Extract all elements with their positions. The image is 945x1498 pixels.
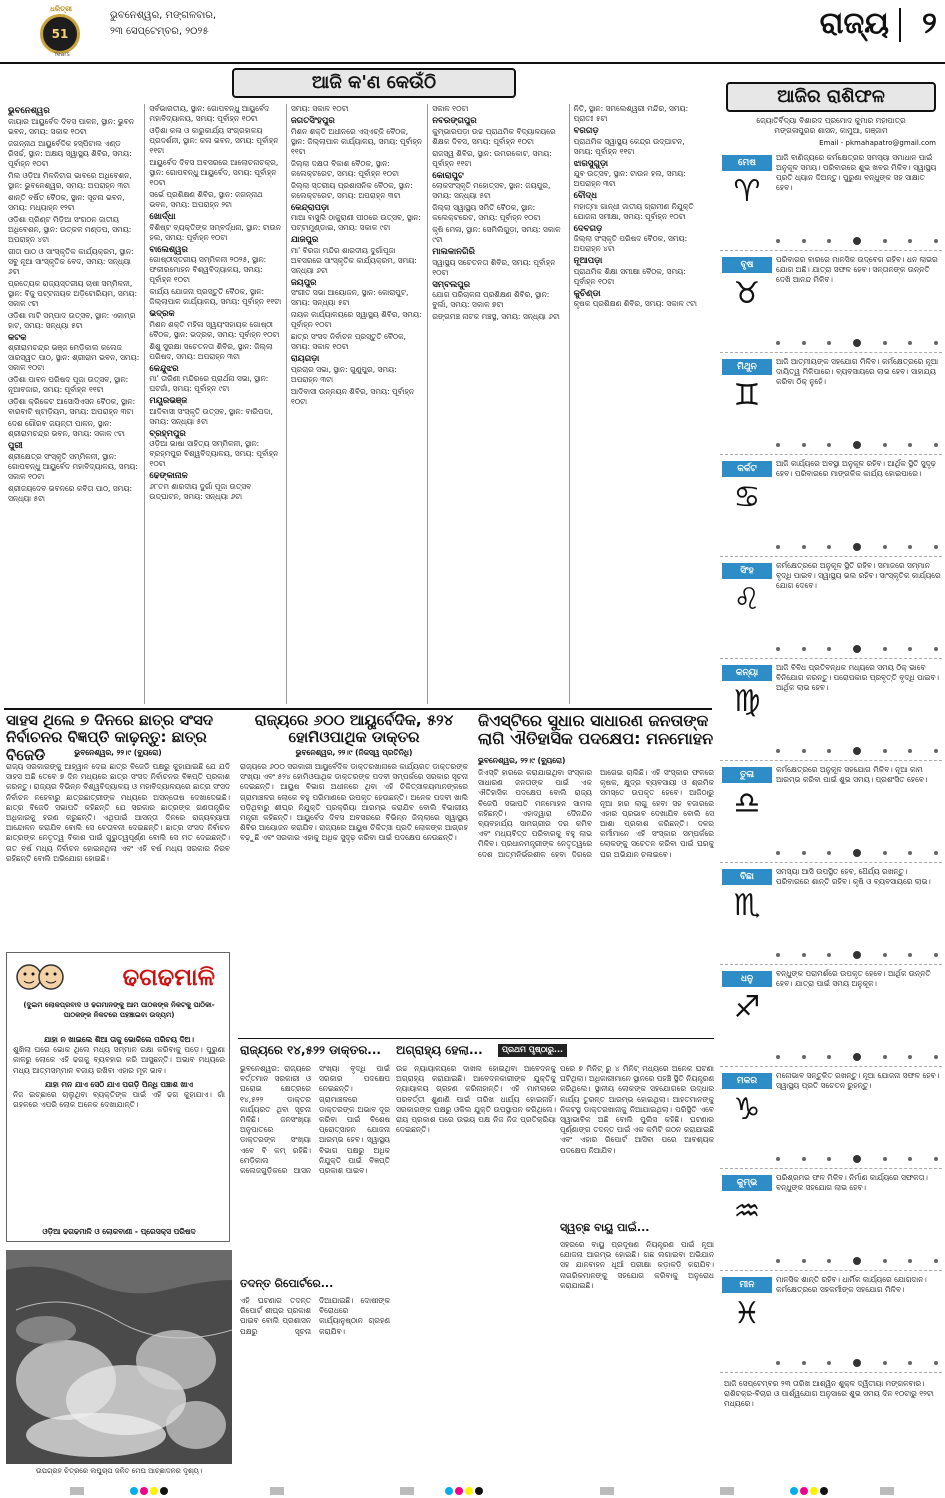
story-agrahya-subhead: ସ୍ୱଚ୍ଛ ବାୟୁ ପାଇଁ... bbox=[560, 1221, 650, 1234]
story-mid-body: ରାଜ୍ୟରେ ୬୦୦ ସରକାରୀ ଆୟୁର୍ବେଦିକ ଡାକ୍ତରଖାନାରେ କାର୍ଯ୍ୟରତ ଡାକ୍ତରଙ୍କ ସଂଖ୍ୟା ଏବଂ ୫୨୪ ହୋମିଓପାଥିକ ଡାକ୍ତରଙ୍କ ପଦବୀ ସମ୍ପର୍କରେ ସରକାର ସୂଚନା ଦେଇଛନ୍ତି। ଆୟୁଷ ବିଭାଗ ଅଧୀନରେ ଥିବା ଏହି ଚିକିତ୍ସାଳୟମାନଙ୍କରେ ଗ୍ରାମାଞ୍ଚଳର ଲୋକେ ବହୁ ପରିମାଣରେ ଉପକୃତ ହେଉଛନ୍ତି। ଅନେକ ପଦବୀ ଖାଲି ପଡ଼ିଥିବାରୁ ଶୀଘ୍ର ନିଯୁକ୍ତି ପ୍ରକ୍ରିୟା ଆରମ୍ଭ କରାଯିବ ବୋଲି ବିଭାଗୀୟ ମନ୍ତ୍ରୀ କହିଛନ୍ତି। ଆୟୁର୍ବେଦ ଦିବସ ଅବସରରେ ବିଭିନ୍ନ ଜିଲ୍ଲାରେ ସ୍ୱାସ୍ଥ୍ୟ ଶିବିର ଆୟୋଜନ କରାଯିବ। ରାଜ୍ୟରେ ଆୟୁଷ ଚିକିତ୍ସା ପ୍ରତି ଲୋକଙ୍କ ଆଗ୍ରହ ବଢ଼ୁଛି ଏବଂ ସରକାର ଏହାକୁ ଅଧିକ ସୁଦୃଢ଼ କରିବା ପାଇଁ ପଦକ୍ଷେପ ନେଉଛନ୍ତି। bbox=[240, 762, 468, 843]
listing-item: ରାଜସ୍ୱ ଶିବିର, ସ୍ଥାନ: ଉମରକୋଟ, ସମୟ: ପୂର୍ବାହ୍ନ ୧୧ଟା bbox=[432, 148, 552, 168]
listing-item: ଶିଶୁ ସୁରକ୍ଷା ସଚେତନତା ଶିବିର, ସ୍ଥାନ: ଜିଲ୍ଲା ପରିଷଦ, ସମୟ: ଅପରାହ୍ନ ୩ଟା bbox=[149, 341, 273, 361]
zodiac-separator bbox=[776, 1054, 938, 1060]
listings-column bbox=[287, 104, 428, 704]
listing-place-heading: କେନ୍ଦୁଝର bbox=[149, 363, 179, 374]
zodiac-symbol-icon: ♊ bbox=[733, 377, 761, 413]
registration-black-dot bbox=[475, 1487, 483, 1495]
story-gst-headline: ଜିଏସ୍‌ଟିରେ ସୁଧାର ସାଧାରଣ ଜନତାଙ୍କ ଲାଗି ଐତିହାସିକ ପଦକ୍ଷେପ: ମନମୋହନ bbox=[478, 711, 714, 749]
zodiac-sign-text: ମାନସିକ ଶାନ୍ତି ରହିବ। ଧାର୍ମିକ କାର୍ଯ୍ୟରେ ଯୋଗଦାନ। କର୍ମକ୍ଷେତ୍ରରେ ସହକର୍ମୀଙ୍କ ସହଯୋଗ ମିଳିବ। bbox=[776, 1274, 927, 1294]
listing-item: ଓଡ଼ିଶା କ୍ରିକେଟ ଆସୋସିଏସନ ବୈଠକ, ସ୍ଥାନ: ବାରବାଟି ଷ୍ଟାଡ଼ିୟମ, ସମୟ: ଅପରାହ୍ନ ୩ଟା bbox=[8, 397, 136, 416]
zodiac-sign-label: ବିଛା bbox=[722, 869, 772, 885]
zodiac-separator bbox=[776, 646, 938, 652]
zodiac-sign-label: ତୁଳା bbox=[722, 767, 772, 783]
listing-item: ମା' ତାରିଣୀ ମନ୍ଦିରରେ ପ୍ରାର୍ଥନା ସଭା, ସ୍ଥାନ: ଘଟଗାଁ, ସମୟ: ପୂର୍ବାହ୍ନ ୯ଟା bbox=[149, 374, 269, 393]
proverb-body bbox=[13, 1035, 225, 1110]
zodiac-symbol-icon: ♌ bbox=[733, 581, 761, 617]
story-doctors-subbody: ଏହି ଘଟଣାର ତଦନ୍ତ ରିପୋର୍ଟ ଶୀଘ୍ର ପ୍ରକାଶ ପାଇବ ବୋଲି ପ୍ରଶାସନ ପକ୍ଷରୁ ସୂଚନା ଦିଆଯାଇଛି। ଦୋଷୀଙ୍କ ବିରୋଧରେ କାର୍ଯ୍ୟାନୁଷ୍ଠାନ ଗ୍ରହଣ କରାଯିବ। bbox=[240, 1296, 390, 1336]
zodiac-separator bbox=[776, 340, 938, 346]
zodiac-sign-label: ବୃଷ bbox=[722, 257, 772, 273]
listing-place-heading: ସମ୍ବଲପୁର bbox=[432, 279, 471, 290]
listing-place-heading: କେନ୍ଦ୍ରାପଡ଼ା bbox=[290, 202, 330, 213]
zodiac-symbol-icon: ♏ bbox=[733, 887, 761, 923]
listing-item: ଜିଲ୍ଲା ସ୍ତରୀୟ ପ୍ରଶାସନିକ ବୈଠକ, ସ୍ଥାନ: କଲେକ୍ଟରେଟ, ସମୟ: ଅପରାହ୍ନ ୩ଟା bbox=[290, 180, 413, 200]
zodiac-sign-text: ପରିଶ୍ରମର ଫଳ ମିଳିବ। ନିର୍ମାଣ କାର୍ଯ୍ୟରେ ସଫଳତା। ବନ୍ଧୁଙ୍କ ସହଯୋଗ ଲାଭ ହେବ। bbox=[776, 1172, 928, 1192]
satellite-caption: ଉପଗ୍ରହ ଚିତ୍ରରେ ଲଘୁଚାପ ଜନିତ ମେଘ ଆଚ୍ଛାଦନର ଦୃଶ୍ୟ। bbox=[35, 1467, 203, 1475]
zodiac-separator bbox=[776, 442, 938, 448]
listings-column bbox=[4, 104, 145, 704]
listing-place-heading: ବ୍ରହ୍ମପୁର bbox=[149, 428, 186, 439]
listing-item: ଓଡ଼ିଶା କଳା ଓ କାରୁକାର୍ଯ୍ୟ ସଂଗ୍ରହାଳୟ ପ୍ରଦର୍ଶନୀ, ସ୍ଥାନ: କଳା ଭବନ, ସମୟ: ପୂର୍ବାହ୍ନ ୧୧ଟା bbox=[149, 126, 279, 155]
zodiac-sign-label: କର୍କଟ bbox=[722, 461, 772, 477]
zodiac-sign-entry bbox=[720, 353, 942, 455]
registration-grey-box bbox=[720, 1487, 734, 1495]
proverb-text-2: ନିଜ ଇଚ୍ଛାରେ ଚାଲୁଥିବା ବ୍ୟକ୍ତିଙ୍କ ପାଇଁ ଏହି ଢଗ କୁହାଯାଏ। ଗାଁ ଗହଳରେ ଏପରି ଲୋକ ଅନେକ ଦେଖାଯାନ୍ତି। bbox=[13, 1090, 225, 1110]
zodiac-sign-entry bbox=[720, 455, 942, 557]
registration-yellow-dot bbox=[150, 1487, 158, 1495]
listing-item: ଗୀତା ପାଠ ଓ ସାଂସ୍କୃତିକ କାର୍ଯ୍ୟକ୍ରମ, ସ୍ଥାନ: ସବୁ ନୂଆ ସାଂସ୍କୃତିକ ବେଦ, ସମୟ: ସନ୍ଧ୍ୟା ୬ଟା bbox=[8, 246, 134, 276]
listing-place-heading: ବୌଦ୍ଧ bbox=[573, 191, 597, 201]
listing-place-heading: ପୁରୀ bbox=[8, 441, 23, 451]
print-registration-strip bbox=[0, 1484, 945, 1498]
newspaper-logo bbox=[30, 4, 92, 60]
page-number: ୨ bbox=[922, 6, 937, 41]
mid-rule bbox=[238, 1038, 714, 1039]
listing-item: ଶାନ୍ତି ବର୍ଷିତ ବୈଠକ, ସ୍ଥାନ: ସୂଚନା ଭବନ, ସମୟ: ମଧ୍ୟାହ୍ନ ୧୨ଟା bbox=[8, 192, 125, 212]
astrologer-email: Email - pkmahapatro@gmail.com bbox=[819, 139, 936, 147]
listing-item: ଓଡ଼ିଶା ପାବନ ପରିଷଦ ପୂଜା ଉତ୍ସବ, ସ୍ଥାନ: ନୂଆବଜାର, ସମୟ: ପୂର୍ବାହ୍ନ ୧୧ଟା bbox=[8, 375, 129, 394]
zodiac-sign-label: ସିଂହ bbox=[722, 563, 772, 579]
listing-item: ସମୟ: ସକାଳ ୧୦ଟା bbox=[290, 104, 349, 113]
proverb-saying-1: ଯାହା ନ ଖାଇଲେ ଶିଆ ତାକୁ ଭୋକିଲେ ପରିଚୟ ଦିଅ। bbox=[44, 1035, 194, 1044]
registration-yellow-dot bbox=[810, 1487, 818, 1495]
zodiac-signs-list bbox=[720, 149, 942, 1373]
story-mid-byline: ଭୁବନେଶ୍ୱର, ୨୨।୯ (ନିଜସ୍ୱ ପ୍ରତିନିଧି) bbox=[295, 748, 413, 757]
listing-item: ମା' ବିରଜା ମନ୍ଦିର ଶାରଦୀୟ ଦୁର୍ଗାପୂଜା ଅବସରରେ ସାଂସ୍କୃତିକ କାର୍ଯ୍ୟକ୍ରମ, ସମୟ: ସନ୍ଧ୍ୟା ୬ଟା bbox=[290, 245, 417, 275]
listing-place-heading: ନବରଙ୍ଗପୁର bbox=[432, 116, 477, 126]
listings-column bbox=[570, 104, 710, 704]
story-gst-body: ଜିଏସ୍‌ଟି ହାରରେ କରାଯାଇଥିବା ସଂସ୍କାର ସାଧାରଣ ଜନତାଙ୍କ ପାଇଁ ଏକ ଐତିହାସିକ ପଦକ୍ଷେପ ବୋଲି ରାଜ୍ୟ ବିଜେପି ସଭାପତି ମନମୋହନ ସାମଲ କହିଛନ୍ତି। ଏହାଦ୍ୱାରା ଦୈନନ୍ଦିନ ବ୍ୟବହାର୍ଯ୍ୟ ସାମଗ୍ରୀର ଦର କମିବ ଏବଂ ମଧ୍ୟବିତ୍ତ ପରିବାରକୁ ବହୁ ଲାଭ ମିଳିବ। ପ୍ରଧାନମନ୍ତ୍ରୀଙ୍କ ନେତୃତ୍ୱରେ ଦେଶ ଆତ୍ମନିର୍ଭରଶୀଳ ହେବା ଦିଗରେ ଆଗେଇ ଚାଲିଛି। ଏହି ସଂସ୍କାର ଫଳରେ କୃଷକ, କ୍ଷୁଦ୍ର ବ୍ୟବସାୟୀ ଓ ଶ୍ରମିକ ସମସ୍ତେ ଉପକୃତ ହେବେ। ଆଜିଠାରୁ ନୂଆ ହାର ଲାଗୁ ହେବା ସହ ବଜାରରେ ଏହାର ପ୍ରଭାବ ଦେଖାଯିବ ବୋଲି ସେ ଆଶା ପ୍ରକାଶ କରିଛନ୍ତି। ଦଳର କର୍ମୀମାନେ ଏହି ସଂସ୍କାର ସମ୍ପର୍କରେ ଲୋକଙ୍କୁ ସଚେତନ କରିବା ପାଇଁ ଘରକୁ ଘର ଅଭିଯାନ ଚଳାଇବେ। bbox=[478, 768, 714, 859]
listing-item: ପ୍ରଚାର ସଭା, ସ୍ଥାନ: ଗୁଣୁପୁର, ସମୟ: ଅପରାହ୍ନ ୩ଟା bbox=[290, 364, 397, 384]
zodiac-sign-text: ଆଜି ଆତ୍ମୀୟଙ୍କ ସହଯୋଗ ମିଳିବ। କର୍ମକ୍ଷେତ୍ରରେ ନୂଆ ଦାୟିତ୍ୱ ମିଳିପାରେ। ବ୍ୟବସାୟରେ ଲାଭ ହେବ। ସାହାଯ୍ୟ କରିବା ଠିକ୍ ନୁହେଁ। bbox=[776, 356, 939, 386]
registration-black-dot bbox=[820, 1487, 828, 1495]
listing-item: କାର୍ଯ୍ୟ ଯୋଜନା ପ୍ରସ୍ତୁତି ବୈଠକ, ସ୍ଥାନ: ଜିଲ୍ଲାପାଳ କାର୍ଯ୍ୟାଳୟ, ସମୟ: ପୂର୍ବାହ୍ନ ୧୧ଟା bbox=[149, 287, 282, 306]
listing-item: ପ୍ରାଥମିକ ସ୍ୱାସ୍ଥ୍ୟ କେନ୍ଦ୍ର ଉଦ୍‌ଘାଟନ, ସମୟ: ପୂର୍ବାହ୍ନ ୧୧ଟା bbox=[573, 136, 685, 156]
logo-years: Years bbox=[54, 51, 70, 58]
listing-item: ଆଦିବାସୀ ଉନ୍ନୟନ ଶିବିର, ସମୟ: ପୂର୍ବାହ୍ନ ୧୦ଟା bbox=[290, 386, 415, 406]
masthead-divider bbox=[899, 8, 901, 42]
zodiac-sign-entry bbox=[720, 557, 942, 659]
zodiac-sign-label: ଧନୁ bbox=[722, 971, 772, 987]
listings-bottom-rule bbox=[4, 708, 712, 710]
listing-item: ସକାଳ ୧୦ଟା bbox=[432, 104, 469, 113]
listing-item: ମିଶନ ଶକ୍ତି ଅଧୀନରେ ଏସ୍‌ଏଚ୍‌ଜି ବୈଠକ, ସ୍ଥାନ: ଜିଲ୍ଲାପାଳ କାର୍ଯ୍ୟାଳୟ, ସମୟ: ପୂର୍ବାହ୍ନ ୧୧ଟା bbox=[290, 126, 423, 156]
listing-place-heading: ଝାରସୁଗୁଡ଼ା bbox=[573, 158, 609, 169]
listing-place-heading: ରାୟଗଡ଼ା bbox=[290, 354, 320, 364]
horoscope-column bbox=[720, 64, 942, 1484]
front-page-tag: ପ୍ରଥମ ପୃଷ୍ଠାରୁ... bbox=[498, 1044, 567, 1057]
listings-column bbox=[145, 104, 286, 704]
story-agrahya-subbody: ସହରରେ ବାୟୁ ପ୍ରଦୂଷଣ ନିୟନ୍ତ୍ରଣ ପାଇଁ ନୂଆ ଯୋଜନା ଆରମ୍ଭ ହୋଇଛି। ଗଛ ଲଗାଇବା ଅଭିଯାନ ସହ ଯାନବାହନ ଧୂଆଁ ପରୀକ୍ଷା କଡ଼ାକଡ଼ି କରାଯିବ। ନାଗରିକମାନଙ୍କୁ ସହଯୋଗ କରିବାକୁ ଅନୁରୋଧ କରାଯାଇଛି। bbox=[560, 1240, 714, 1290]
listing-item: ଯୋଗ ପରିଚାଳନା ପ୍ରଶିକ୍ଷଣ ଶିବିର, ସ୍ଥାନ: ବୁର୍ଲା, ସମୟ: ସକାଳ ୭ଟା bbox=[432, 290, 550, 309]
listing-item: ଯୁବ ଉତ୍ସବ, ସ୍ଥାନ: ଟାଉନ ହଲ, ସମୟ: ଅପରାହ୍ନ ୩ଟା bbox=[573, 169, 686, 188]
zodiac-separator bbox=[776, 1258, 938, 1264]
zodiac-sign-entry bbox=[720, 863, 942, 965]
listing-item: କାୟାର ଆୟୁର୍ବେଦ ଦିବସ ପାଳନ, ସ୍ଥାନ: ଭୁବନ ଭବନ, ସମୟ: ସକାଳ ୧୦ଟା bbox=[8, 116, 135, 136]
horoscope-title: ଆଜିର ରାଶିଫଳ bbox=[726, 82, 936, 112]
listing-place-heading: କଟକ bbox=[8, 332, 27, 343]
story-doctors-headline: ରାଜ୍ୟରେ ୧୪,୫୨୨ ଡାକ୍ତର... bbox=[240, 1043, 381, 1057]
zodiac-sign-text: ବନ୍ଧୁଙ୍କ ପରାମର୍ଶରେ ଉପକୃତ ହେବେ। ଆର୍ଥିକ ଉନ୍ନତି ହେବ। ଯାତ୍ରା ପାଇଁ ସମୟ ଅନୁକୂଳ। bbox=[776, 968, 931, 988]
zodiac-separator bbox=[776, 238, 938, 244]
zodiac-symbol-icon: ♎ bbox=[733, 785, 761, 821]
listing-place-heading: ଦେବଗଡ଼ bbox=[573, 223, 603, 234]
listing-item: ମିଲ ଓଡ଼ିଆ ମିଳନିଟାଗ ଭାବରେ ଅଧିବେଶନ, ସ୍ଥାନ: ଭୁବନେଶ୍ୱର, ସମୟ: ଅପରାହ୍ନ ୩ଟା bbox=[8, 170, 132, 190]
listing-place-heading: କୁଚିଣ୍ଡା bbox=[573, 288, 601, 299]
zodiac-symbol-icon: ♓ bbox=[733, 1295, 761, 1331]
zodiac-separator bbox=[776, 748, 938, 754]
proverb-credit: ଓଡ଼ିଆ ଢଗଢମାଳି ଓ ଲୋକବାଣୀ - ପ୍ରେସକ୍ସ ପରିଷଦ bbox=[42, 1226, 196, 1236]
listing-item: ପ୍ରାଥମିକ ଶିକ୍ଷା ସମୀକ୍ଷା ବୈଠକ, ସମୟ: ପୂର୍ବାହ୍ନ ୧୦ଟା bbox=[573, 266, 686, 286]
zodiac-sign-text: ସମସ୍ୟା ଆସି ଉପସ୍ଥିତ ହେବ, ଧୈର୍ଯ୍ୟ ରଖନ୍ତୁ। ପରିବାରରେ ଶାନ୍ତି ରହିବ। କୃଷି ଓ ବ୍ୟବସାୟରେ ଲାଭ। bbox=[776, 866, 931, 886]
listing-item: ଜଗନ୍ନାଥ ଆୟୁର୍ବେଦିକ ହସ୍ପିଟାଲ ଏଣ୍ଡ ରିସର୍ଚ୍ଚ, ସ୍ଥାନ: ଅକ୍ଷୟ ସ୍ୱାସ୍ଥ୍ୟ ଶିବିର, ସମୟ: ପୂର୍ବାହ୍ନ ୧୦ଟା bbox=[8, 138, 132, 168]
listing-item: କୃଷକ ପ୍ରଶିକ୍ଷଣ ଶିବିର, ସମୟ: ସକାଳ ୯ଟା bbox=[573, 299, 697, 308]
zodiac-symbol-icon: ♍ bbox=[733, 683, 761, 719]
zodiac-sign-entry bbox=[720, 1169, 942, 1271]
registration-yellow-dot bbox=[465, 1487, 473, 1495]
dateline bbox=[110, 8, 216, 40]
proverb-title: ଢଗଢମାଳି bbox=[122, 963, 215, 991]
listing-item: ଜିଲ୍ଲା ସଂସ୍କୃତି ପରିଷଦ ବୈଠକ, ସମୟ: ଅପରାହ୍ନ ୪ଟା bbox=[573, 234, 688, 253]
proverb-saying-2: ଯାହା ମନ ଯାଏ ସେଠି ଯାଏ ପଗଡ଼ି ପିନ୍ଧି ପଞ୍ଚାଶ ଖାଏ bbox=[44, 1079, 194, 1089]
story-agrahya-body: ଉଚ୍ଚ ନ୍ୟାୟାଳୟରେ ଦାଖଲ ହୋଇଥିବା ଆବେଦନକୁ ଅଗ୍ରାହ୍ୟ କରାଯାଇଛି। ଆବେଦନକାରୀଙ୍କ ଯୁକ୍ତିକୁ ନ୍ୟାୟାଳୟ ଗ୍ରହଣ କରିନାହାନ୍ତି। ଏହି ମାମଲାରେ ପରବର୍ତ୍ତୀ ଶୁଣାଣି ପାଇଁ ତାରିଖ ଧାର୍ଯ୍ୟ ହୋଇନାହିଁ। ସରକାରଙ୍କ ପକ୍ଷରୁ ଓକିଲ ଯୁକ୍ତି ଉପସ୍ଥାପନ କରିଥିଲେ। ରାୟ ପ୍ରକାଶ ପରେ ଉଭୟ ପକ୍ଷ ନିଜ ନିଜ ପ୍ରତିକ୍ରିୟା ଦେଇଛନ୍ତି। bbox=[396, 1064, 556, 1135]
events-listings bbox=[4, 104, 710, 704]
zodiac-sign-entry bbox=[720, 1271, 942, 1373]
listing-item: ଜିଲ୍ଲା ସ୍ୱାସ୍ଥ୍ୟ ସମିତି ବୈଠକ, ସ୍ଥାନ: କଲେକ୍ଟରେଟ, ସମୟ: ପୂର୍ବାହ୍ନ ୧୦ଟା bbox=[432, 203, 541, 222]
listing-place-heading: କୋରାପୁଟ bbox=[432, 170, 464, 181]
horoscope-footer: ଆଜି ସେପ୍ଟେମ୍ବର ୨୩ ତାରିଖ ଆଶ୍ୱିନ ଶୁକ୍ଳ ଦ୍ୱିତୀୟା ମଙ୍ଗଳବାର। ରାଶିଚକ୍ର-ବିଚାର ଓ ପାର୍ଶ୍ୱଯୋଗ ଅନୁସାରେ ଶୁଭ ସମୟ ଦିନ ୧୦ଟାରୁ ୧୨ଟା ମଧ୍ୟରେ। bbox=[724, 1378, 934, 1408]
listing-item: ରଙ୍ଗମଞ୍ଚ ନାଟକ ମଞ୍ଚସ୍ଥ, ସମୟ: ସନ୍ଧ୍ୟା ୬ଟା bbox=[432, 312, 560, 321]
listing-item: ଶ୍ରୀଜୟଦେବ ଭବନରେ କବିତା ପାଠ, ସମୟ: ସନ୍ଧ୍ୟା ୫ଟା bbox=[8, 483, 133, 503]
listing-place-heading: ବରଗଡ଼ bbox=[573, 126, 599, 136]
listing-place-heading: ଜଗତସିଂହପୁର bbox=[290, 116, 335, 126]
registration-cyan-dot bbox=[130, 1487, 138, 1495]
listing-item: ସର୍ବଭାରତୀୟ, ସ୍ଥାନ: ଗୋପବନ୍ଧୁ ଆୟୁର୍ବେଦ ମହାବିଦ୍ୟାଳୟ, ସମୟ: ପୂର୍ବାହ୍ନ ୧୦ଟା bbox=[149, 104, 270, 123]
listing-item: ମହାତ୍ମା ଗାନ୍ଧୀ ଜାତୀୟ ଗ୍ରାମୀଣ ନିଯୁକ୍ତି ଯୋଜନା ସମୀକ୍ଷା, ସମୟ: ପୂର୍ବାହ୍ନ ୧୦ଟା bbox=[573, 201, 694, 221]
story-front-body: ପରେ ୭ ମିନିଟ୍ ରୁ ୪ ମିନିଟ୍ ମଧ୍ୟରେ ଅନେକ ଘଟଣା ଘଟିଥିଲା। ଅଧିକାରୀମାନେ ସ୍ଥାନରେ ପହଞ୍ଚି ସ୍ଥିତି ନିୟନ୍ତ୍ରଣ କରିଥିଲେ। ସ୍ଥାନୀୟ ଲୋକଙ୍କ ସହଯୋଗରେ ଉଦ୍ଧାର କାର୍ଯ୍ୟ ତୁରନ୍ତ ଆରମ୍ଭ ହୋଇଥିଲା। ଆହତମାନଙ୍କୁ ନିକଟସ୍ଥ ଡାକ୍ତରଖାନାକୁ ନିଆଯାଇଥିଲା। ପରିସ୍ଥିତି ଏବେ ସ୍ୱାଭାବିକ ଅଛି ବୋଲି ପୁଲିସ କହିଛି। ଘଟଣାର ପୂର୍ଣ୍ଣାଙ୍ଗ ତଦନ୍ତ ପାଇଁ ଏକ କମିଟି ଗଠନ କରାଯାଇଛି ଏବଂ ଏହାର ରିପୋର୍ଟ ଆସିବା ପରେ ଆବଶ୍ୟକ ପଦକ୍ଷେପ ନିଆଯିବ। bbox=[560, 1064, 714, 1155]
zodiac-sign-entry bbox=[720, 761, 942, 863]
section-title: ରାଜ୍ୟ bbox=[819, 6, 889, 41]
zodiac-sign-label: ମେଷ bbox=[722, 155, 772, 171]
listing-place-heading: ଢେଙ୍କାନାଳ bbox=[149, 471, 188, 481]
zodiac-symbol-icon: ♈ bbox=[733, 173, 761, 209]
zodiac-sign-label: କନ୍ୟା bbox=[722, 665, 772, 681]
zodiac-sign-text: କର୍ମକ୍ଷେତ୍ରରେ ଅନୁକୂଳ ସ୍ଥିତି ରହିବ। ସମାଜରେ ସମ୍ମାନ ବୃଦ୍ଧି ପାଇବ। ସ୍ୱାସ୍ଥ୍ୟ ଭଲ ରହିବ। ସାଂସ୍କୃତିକ କାର୍ଯ୍ୟରେ ଯୋଗ ଦେବେ। bbox=[776, 560, 941, 590]
zodiac-sign-entry bbox=[720, 1067, 942, 1169]
zodiac-separator bbox=[776, 1156, 938, 1162]
listing-item: ଶ୍ରୀକ୍ଷେତ୍ର ସଂସ୍କୃତି ସମ୍ମିଳନୀ, ସ୍ଥାନ: ଗୋପବନ୍ଧୁ ଆୟୁର୍ବେଦ ମହାବିଦ୍ୟାଳୟ, ସମୟ: ସକାଳ ୧୦ଟା bbox=[8, 451, 138, 481]
listing-place-heading: ମାଲକାନଗିରି bbox=[432, 247, 475, 257]
listing-place-heading: ବାଲେଶ୍ୱର bbox=[149, 244, 188, 255]
registration-grey-box bbox=[400, 1487, 414, 1495]
listing-item: ଜିଲ୍ଲା ଦକ୍ଷତା ବିକାଶ ବୈଠକ, ସ୍ଥାନ: କଲେକ୍ଟରେଟ, ସମୟ: ପୂର୍ବାହ୍ନ ୧୦ଟା bbox=[290, 158, 399, 178]
zodiac-symbol-icon: ♒ bbox=[733, 1193, 761, 1229]
zodiac-separator bbox=[776, 1360, 938, 1366]
astrologer-name: ଜ୍ୟୋତିର୍ବିଦ୍ୟା ବିଶାରଦ ପ୍ରମୋଦ କୁମାର ମହାପାତ୍ର bbox=[756, 116, 906, 125]
registration-grey-box bbox=[270, 1487, 284, 1495]
listing-item: କୃଷି ମେଳା, ସ୍ଥାନ: ସେମିଲିଗୁଡ଼ା, ସମୟ: ସକାଳ ୯ଟା bbox=[432, 225, 561, 244]
listing-item: ନାୟକ କାର୍ଯ୍ୟାଳୟରେ ସ୍ୱାସ୍ଥ୍ୟ ଶିବିର, ସମୟ: ପୂର୍ବାହ୍ନ ୧୦ଟା bbox=[290, 310, 422, 329]
zodiac-separator bbox=[776, 952, 938, 958]
registration-magenta-dot bbox=[140, 1487, 148, 1495]
story-left-byline: ଭୁବନେଶ୍ୱର, ୨୨।୯ (ବ୍ୟୁରୋ) bbox=[74, 748, 162, 757]
listing-place-heading: ନୂଆପଡ଼ା bbox=[573, 256, 603, 266]
listing-item: ଓଡ଼ିଶା ମାଟି ସମ୍ପାଦ ଉତ୍ସବ, ସ୍ଥାନ: ଏକାମ୍ର ହାଟ, ସମୟ: ସନ୍ଧ୍ୟା ୫ଟା bbox=[8, 310, 136, 330]
zodiac-symbol-icon: ♋ bbox=[733, 479, 761, 515]
logo-number: 51 bbox=[40, 14, 80, 54]
satellite-image bbox=[6, 1250, 232, 1464]
events-banner: ଆଜି କ'ଣ କେଉଁଠି bbox=[232, 68, 516, 98]
dateline-date: ୨୩ ସେପ୍ଟେମ୍ବର, ୨୦୨୫ bbox=[110, 26, 209, 37]
listing-place-heading: ଭଦ୍ରକ bbox=[149, 309, 175, 319]
listing-item: ନିତି, ସ୍ଥାନ: ସମଲେଶ୍ୱରୀ ମନ୍ଦିର, ସମୟ: ପ୍ରାତଃ ୫ଟା bbox=[573, 104, 689, 123]
registration-grey-box bbox=[70, 1487, 84, 1495]
listing-item: ୬୮ତମ ଶାରଦୀୟ ଦୁର୍ଗା ପୂଜା ଉତ୍ସବ ଉଦ୍‌ଘାଟନ, ସମୟ: ସନ୍ଧ୍ୟା ୬ଟା bbox=[149, 481, 252, 501]
logo-name: ଧରିତ୍ରୀ bbox=[50, 5, 72, 13]
listing-item: ଶ୍ରୀରାମଚନ୍ଦ୍ର ଭଞ୍ଜ ମେଡ଼ିକାଲ କଲେଜ ସାରସ୍ୱତ ପାଠ, ସ୍ଥାନ: ଶ୍ରୀରାମ ଭବନ, ସମୟ: ସକାଳ ୧୦ଟା bbox=[8, 343, 140, 372]
zodiac-sign-text: ଆଜି ବିବିଧ ପ୍ରତିବନ୍ଧକ ମଧ୍ୟରେ ସମୟ ଠିକ୍ ଭାବେ ବିନିଯୋଗ କରନ୍ତୁ। ପରୋପକାର ପ୍ରବୃତ୍ତି ବୃଦ୍ଧି ପାଇବ। ଆର୍ଥିକ ଲାଭ ହେବ। bbox=[776, 662, 939, 692]
registration-magenta-dot bbox=[455, 1487, 463, 1495]
story-doctors-body: ଭୁବନେଶ୍ୱର: ରାଜ୍ୟରେ ବର୍ତ୍ତମାନ ସରକାରୀ ଓ ଘରୋଇ କ୍ଷେତ୍ରରେ ୧୪,୫୨୨ ଡାକ୍ତର କାର୍ଯ୍ୟରତ ଥିବା ସୂଚନା ମିଳିଛି। ଜନସଂଖ୍ୟା ଅନୁପାତରେ ଡାକ୍ତରଙ୍କ ସଂଖ୍ୟା ଏବେ ବି କମ୍ ରହିଛି। ମେଡ଼ିକାଲ କଲେଜଗୁଡ଼ିକରେ ଆସନ ସଂଖ୍ୟା ବୃଦ୍ଧି ପାଇଁ ସରକାର ପଦକ୍ଷେପ ନେଇଛନ୍ତି। ଗ୍ରାମାଞ୍ଚଳରେ ଡାକ୍ତରଙ୍କ ଅଭାବ ଦୂର କରିବା ପାଇଁ ବିଶେଷ ପ୍ରୋତ୍ସାହନ ଯୋଜନା ଆରମ୍ଭ ହେବ। ସ୍ୱାସ୍ଥ୍ୟ ବିଭାଗ ପକ୍ଷରୁ ଅଧିକ ନିଯୁକ୍ତି ପାଇଁ ବିଜ୍ଞପ୍ତି ପ୍ରକାଶ ପାଇବ। bbox=[240, 1064, 390, 1176]
zodiac-symbol-icon: ♐ bbox=[733, 989, 761, 1025]
story-left-headline: ସାହସ ଥିଲେ ୭ ଦିନରେ ଛାତ୍ର ସଂସଦ ନିର୍ବାଚନର ବିଜ୍ଞପ୍ତି କାଢ଼ନ୍ତୁ: ଛାତ୍ର ବିଜେଡି bbox=[6, 711, 214, 764]
zodiac-sign-entry bbox=[720, 149, 942, 251]
zodiac-sign-entry bbox=[720, 659, 942, 761]
registration-cyan-dot bbox=[445, 1487, 453, 1495]
story-front-body-cont bbox=[396, 1220, 556, 1476]
story-doctors-subhead: ତଦନ୍ତ ରିପୋର୍ଟରେ... bbox=[240, 1277, 334, 1290]
zodiac-sign-text: ଆଜି ବାଣିଜ୍ୟରେ କର୍ମକ୍ଷେତ୍ରର ସମସ୍ୟା ସମାଧାନ ପାଇଁ ଅନୁକୂଳ ସମୟ। ପରିବାରରେ ଶୁଭ ଖବର ମିଳିବ। ସ୍ୱାସ୍ଥ୍ୟ ପ୍ରତି ଧ୍ୟାନ ଦିଅନ୍ତୁ। ପୁରୁଣା ବନ୍ଧୁଙ୍କ ସହ ସାକ୍ଷାତ ହେବ। bbox=[776, 152, 937, 192]
listing-item: ଆଦିବାସୀ ସଂସ୍କୃତି ଉତ୍ସବ, ସ୍ଥାନ: ବାରିପଦା, ସମୟ: ସନ୍ଧ୍ୟା ୫ଟା bbox=[149, 406, 273, 426]
registration-black-dot bbox=[160, 1487, 168, 1495]
listing-item: ମାଆ ବାସୁଲି ଠାକୁରାଣୀ ପୀଠରେ ଉତ୍ସବ, ସ୍ଥାନ: ପଟ୍ଟାମୁଣ୍ଡାଇ, ସମୟ: ସକାଳ ୯ଟା bbox=[290, 213, 421, 232]
masthead bbox=[0, 0, 945, 64]
zodiac-symbol-icon: ♑ bbox=[733, 1091, 761, 1127]
story-mid-headline: ରାଜ୍ୟରେ ୬୦୦ ଆୟୁର୍ବେଦିକ, ୫୨୪ ହୋମିଓପାଥିକ ଡାକ୍ତର bbox=[254, 711, 454, 747]
zodiac-symbol-icon: ♉ bbox=[733, 275, 761, 311]
story-gst-byline: ଭୁବନେଶ୍ୱର, ୨୨।୯ (ବ୍ୟୁରୋ) bbox=[478, 756, 566, 765]
listing-item: ପ୍ରତ୍ୟେକ ରାଜ୍ୟସ୍ତରୀୟ ଚାଷୀ ସମ୍ମିଳନୀ, ସ୍ଥାନ: ବିଜୁ ପଟ୍ଟନାୟକ ଅଡ଼ିଟୋରିୟମ, ସମୟ: ସକାଳ ୯ଟା bbox=[8, 278, 138, 308]
listing-item: ସର୍ଭେ ପ୍ରଶିକ୍ଷଣ ଶିବିର, ସ୍ଥାନ: ଜଗନ୍ନାଥ ଭବନ, ସମୟ: ଅପରାହ୍ନ ୨ଟା bbox=[149, 190, 263, 209]
listing-item: ଛାତ୍ର ସଂସଦ ନିର୍ବାଚନ ପ୍ରସ୍ତୁତି ବୈଠକ, ସମୟ: ସକାଳ ୧୦ଟା bbox=[290, 332, 406, 351]
proverb-box bbox=[6, 952, 230, 1242]
zodiac-sign-text: କର୍ମକ୍ଷେତ୍ରରେ ଅନୁକୂଳ ସହଯୋଗ ମିଳିବ। ନୂଆ କାମ ଆରମ୍ଭ କରିବା ପାଇଁ ଶୁଭ ସମୟ। ପ୍ରଶଂସିତ ହେବେ। bbox=[776, 764, 928, 784]
zodiac-sign-entry bbox=[720, 965, 942, 1067]
listing-place-heading: ଖୋର୍ଦ୍ଧା bbox=[149, 212, 176, 222]
registration-grey-box bbox=[600, 1487, 614, 1495]
zodiac-separator bbox=[776, 850, 938, 856]
zodiac-sign-entry bbox=[720, 251, 942, 353]
listing-item: ଓଡ଼ିଶା ପ୍ରିଣ୍ଟ ମିଡ଼ିଆ ସଂଗଠନ ଜାତୀୟ ଅଧିବେଶନ, ସ୍ଥାନ: ଉତ୍କଳ ମଣ୍ଡପ, ସମୟ: ଅପରାହ୍ନ ୪ଟା bbox=[8, 214, 132, 244]
listing-item: ସ୍ୱାସ୍ଥ୍ୟ ସଚେତନତା ଶିବିର, ସମୟ: ପୂର୍ବାହ୍ନ ୧୦ଟା bbox=[432, 257, 556, 277]
registration-cyan-dot bbox=[790, 1487, 798, 1495]
zodiac-sign-text: ଆଜି କାର୍ଯ୍ୟରେ ଅବସ୍ଥା ଅନୁକୂଳ ରହିବ। ଆର୍ଥିକ ସ୍ଥିତି ସୁଦୃଢ଼ ହେବ। ପରିବାରରେ ମାଙ୍ଗଳିକ କାର୍ଯ୍ୟ ହୋଇପାରେ। bbox=[776, 458, 936, 478]
listing-place-heading: ଜୟପୁର bbox=[290, 277, 317, 288]
listing-place-heading: ଯାଜପୁର bbox=[290, 235, 319, 245]
proverb-text-1: ଶୁଖିଲା ଘରେ ଭୋକ ଥିଲେ ମଧ୍ୟ ସମ୍ମାନ ରକ୍ଷା କରିବାକୁ ପଡ଼େ। ପୁରୁଣା କାଳରୁ ଲୋକେ ଏହି ଢଗକୁ ବ୍ୟବହାର କରି ଆସୁଛନ୍ତି। ଅଭାବ ମଧ୍ୟରେ ମଧ୍ୟ ଆତ୍ମସମ୍ମାନ ବଜାୟ ରଖିବା ଏହାର ମୂଳ ଭାବ। bbox=[13, 1045, 225, 1075]
listing-item: କୁମ୍ଭାରପଡ଼ା ଉଚ୍ଚ ପ୍ରାଥମିକ ବିଦ୍ୟାଳୟରେ ଶିକ୍ଷକ ଦିବସ, ସମୟ: ପୂର୍ବାହ୍ନ ୧୦ଟା bbox=[432, 126, 556, 146]
listing-place-heading: ମୟୂରଭଞ୍ଜ bbox=[149, 396, 188, 406]
story-agrahya-headline: ଅଗ୍ରାହ୍ୟ ହେଲା... bbox=[396, 1043, 483, 1057]
story-left-body: ରାଜ୍ୟ ସରକାରଙ୍କୁ ଆହ୍ୱାନ ଦେଇ ଛାତ୍ର ବିଜେଡି ପକ୍ଷରୁ କୁହାଯାଇଛି ଯେ ଯଦି ସାହସ ଅଛି ତେବେ ୭ ଦିନ ମଧ୍ୟରେ ଛାତ୍ର ସଂସଦ ନିର୍ବାଚନର ବିଜ୍ଞପ୍ତି ପ୍ରକାଶ କରନ୍ତୁ। ରାଜ୍ୟର ବିଭିନ୍ନ ବିଶ୍ୱବିଦ୍ୟାଳୟ ଓ ମହାବିଦ୍ୟାଳୟରେ ଛାତ୍ର ସଂସଦ ନିର୍ବାଚନ ନହେବାରୁ ଛାତ୍ରଛାତ୍ରୀଙ୍କ ମଧ୍ୟରେ ଅସନ୍ତୋଷ ଦେଖାଦେଇଛି। ଛାତ୍ର ବିଜେଡି ସଭାପତି କହିଛନ୍ତି ଯେ ସରକାର ଛାତ୍ରଙ୍କ ଗଣତାନ୍ତ୍ରିକ ଅଧିକାରକୁ ହରଣ କରୁଛନ୍ତି। ଏଥିପାଇଁ ଆସନ୍ତା ଦିନରେ ରାଜ୍ୟବ୍ୟାପୀ ଆନ୍ଦୋଳନ କରାଯିବ ବୋଲି ସେ ଚେତାବନୀ ଦେଇଛନ୍ତି। ଛାତ୍ର ସଂସଦ ନିର୍ବାଚନ ଛାତ୍ରଙ୍କ ନେତୃତ୍ୱ ବିକାଶ ପାଇଁ ଗୁରୁତ୍ୱପୂର୍ଣ୍ଣ ବୋଲି ସେ ମତ ଦେଇଛନ୍ତି। ଗତ ବର୍ଷ ମଧ୍ୟ ନିର୍ବାଚନ ହୋଇନଥିଲା ଏବଂ ଏହି ବର୍ଷ ମଧ୍ୟ ସରକାର ନିରବ ରହିଛନ୍ତି ବୋଲି ଅଭିଯୋଗ ହୋଇଛି। bbox=[6, 762, 230, 863]
listing-item: ଗୋଷ୍ଠୀସ୍ତରୀୟ ସମ୍ମିଳନୀ ୨୦୨୫, ସ୍ଥାନ: ଫକୀରମୋହନ ବିଶ୍ୱବିଦ୍ୟାଳୟ, ସମୟ: ପୂର୍ବାହ୍ନ ୧୦ଟା bbox=[149, 255, 267, 284]
astrologer-address: ମଙ୍ଗଳାପୁରର ଶାସନ, କାମୁଆ, ଗଞ୍ଜାମ bbox=[774, 126, 888, 135]
listing-item: ଓଡ଼ିଆ ଭାଷା ସାହିତ୍ୟ ସମ୍ମିଳନୀ, ସ୍ଥାନ: ବ୍ରହ୍ମପୁର ବିଶ୍ୱବିଦ୍ୟାଳୟ, ସମୟ: ପୂର୍ବାହ୍ନ ୧୦ଟା bbox=[149, 439, 279, 468]
zodiac-sign-label: ମକର bbox=[722, 1073, 772, 1089]
listing-item: ଆୟୁର୍ବେଦ ଦିବସ ଅବସରରେ ଆଲୋଚନାଚକ୍ର, ସ୍ଥାନ: ଗୋପବନ୍ଧୁ ଆୟୁର୍ବେଦ, ସମୟ: ପୂର୍ବାହ୍ନ ୧୦ଟା bbox=[149, 158, 279, 187]
zodiac-sign-label: ମୀନ bbox=[722, 1277, 772, 1293]
registration-grey-box bbox=[880, 1487, 894, 1495]
zodiac-separator bbox=[776, 544, 938, 550]
registration-magenta-dot bbox=[800, 1487, 808, 1495]
zodiac-sign-label: ମିଥୁନ bbox=[722, 359, 772, 375]
listing-item: ଲୋକସଂସ୍କୃତି ମହୋତ୍ସବ, ସ୍ଥାନ: ଜୟପୁର, ସମୟ: ସନ୍ଧ୍ୟା ୫ଟା bbox=[432, 181, 551, 200]
zodiac-sign-label: କୁମ୍ଭ bbox=[722, 1175, 772, 1191]
listing-item: ଦେଶ ଗୌରବ ଜୟନ୍ତୀ ପାଳନ, ସ୍ଥାନ: ଶ୍ରୀରାମଚନ୍ଦ୍ର ଭବନ, ସମୟ: ସକାଳ ୯ଟା bbox=[8, 419, 125, 438]
dateline-place-day: ଭୁବନେଶ୍ୱର, ମଙ୍ଗଳବାର, bbox=[110, 10, 217, 21]
listing-item: ମିଶନ ଶକ୍ତି ମହିଳା ସ୍ୱୟଂସହାୟକ ଗୋଷ୍ଠୀ ବୈଠକ, ସ୍ଥାନ: ଭଦ୍ରକ, ସମୟ: ପୂର୍ବାହ୍ନ ୧୦ଟା bbox=[149, 319, 280, 339]
listing-item: ସଂଗୀତ ସଭା ଆୟୋଜନ, ସ୍ଥାନ: କୋରାପୁଟ, ସମୟ: ସନ୍ଧ୍ୟା ୫ଟା bbox=[290, 288, 409, 307]
listing-place-heading: ଭୁବନେଶ୍ୱର bbox=[8, 106, 50, 116]
zodiac-sign-text: ପରିବାରର ବାରରେ ମାନସିକ ଉଦ୍‌ବେଗ ରହିବ। ଧନ ଲାଭର ଯୋଗ ଅଛି। ଯାତ୍ରା ସଫଳ ହେବ। ସନ୍ତାନଙ୍କ ଉନ୍ନତି ଦେଖି ଆନନ୍ଦ ମିଳିବ। bbox=[776, 254, 938, 284]
listing-item: ବିଶିଷ୍ଟ ବ୍ୟକ୍ତିଙ୍କ ସମ୍ବର୍ଦ୍ଧନା, ସ୍ଥାନ: ଟାଉନ ହଲ, ସମୟ: ପୂର୍ବାହ୍ନ ୧୦ଟା bbox=[149, 222, 282, 242]
listings-column bbox=[428, 104, 569, 704]
proverb-subtitle: (ଦୁଇମ ଲୋକପ୍ରବାଦ ଓ ଢଗମାନଙ୍କୁ ଆମ ପାଠକଙ୍କ ନିକଟକୁ ପାଠିକା-ପାଠକଙ୍କ ନିକଟରେ ପହଞ୍ଚାଇବା ଉଦ୍ୟମ) bbox=[23, 1001, 215, 1019]
zodiac-sign-text: ମନୋଭାବ ସନ୍ତୁଳିତ ରଖନ୍ତୁ। ନୂଆ ଯୋଜନା ସଫଳ ହେବ। ସ୍ୱାସ୍ଥ୍ୟ ପ୍ରତି ସଚେତନ ରୁହନ୍ତୁ। bbox=[776, 1070, 940, 1090]
